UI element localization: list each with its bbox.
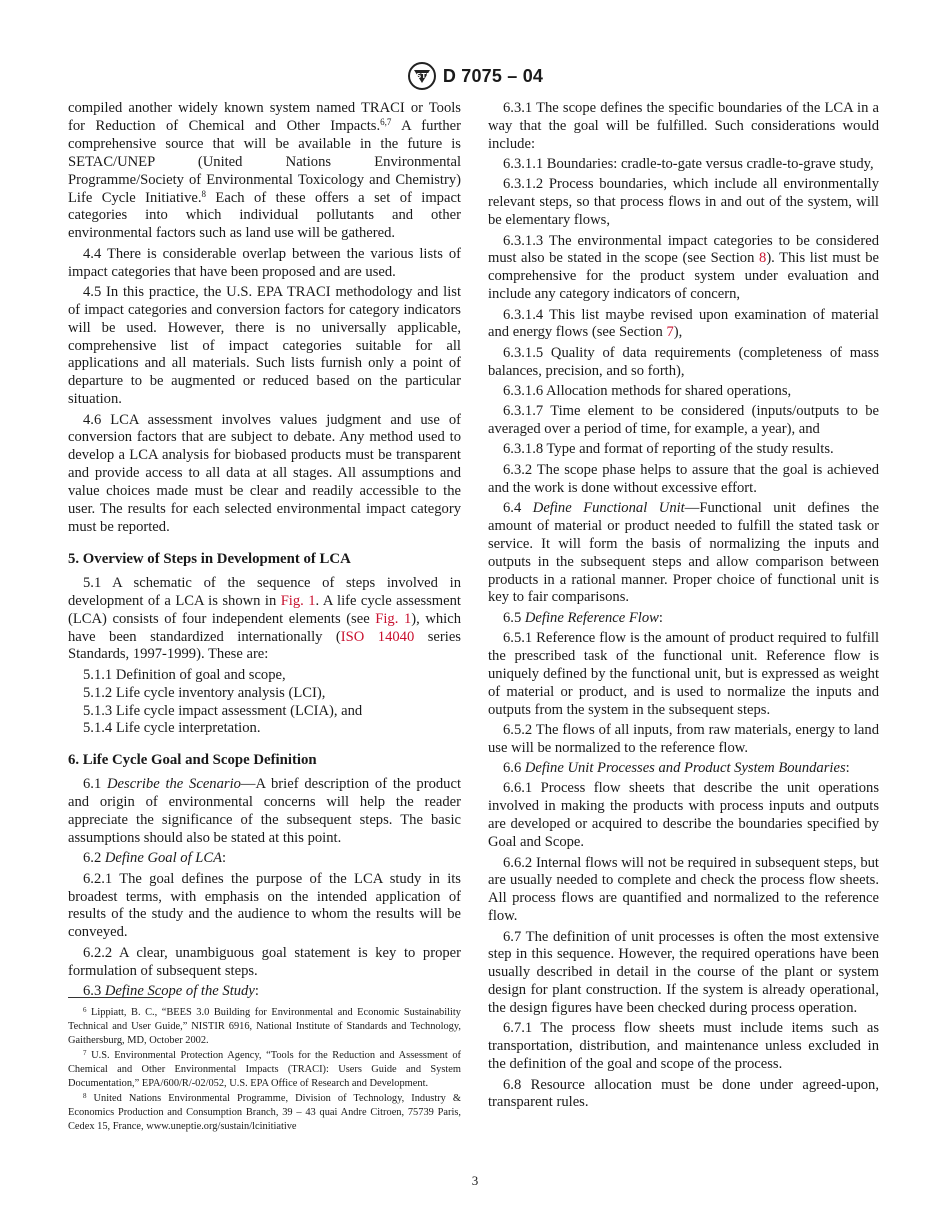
list-item-5-1-2: 5.1.2 Life cycle inventory analysis (LCI), [83, 684, 326, 701]
section-7-link[interactable]: 7 [666, 324, 674, 341]
astm-logo-icon [407, 61, 437, 91]
paragraph-6-6: 6.6 Define Unit Processes and Product System Boundaries: [503, 760, 850, 777]
paragraph-6-8: 6.8 Resource allocation must be done under agreed-upon, transparent rules. [488, 1076, 879, 1111]
paragraph-6-5: 6.5 Define Reference Flow: [503, 609, 663, 626]
footnote-divider [68, 997, 163, 998]
footnote-ref-6-7[interactable]: 6,7 [380, 116, 392, 127]
paragraph-6-3-1-2: 6.3.1.2 Process boundaries, which include all environmentally relevant steps, so that process flows in and out of the system, will be elementary flows, [488, 176, 879, 229]
paragraph-6-3-1-3: 6.3.1.3 The environmental impact categories to be considered must also be stated in the scope (see Section 8). This list must be comprehensive for the product system under evaluation and include any category indicators of concern, [488, 232, 879, 303]
paragraph-6-3-1-6: 6.3.1.6 Allocation methods for shared operations, [503, 382, 792, 399]
paragraph-6-5-1: 6.5.1 Reference flow is the amount of product required to fulfill the prescribed task of the functional unit. Reference flow is uniquely defined by the functional unit, but is expressed as weight of material or product, and is used to normalize the inputs and outputs from the system in the subsequent steps. [488, 630, 879, 718]
paragraph-4-6: 4.6 LCA assessment involves values judgment and use of conversion factors that are subject to debate. Any method used to develop a LCA analysis for biobased products must be transparent and provide access to all data at all stages. All assumptions and value choices made must be clear and readily accessible to the user. The results for each selected environmental impact category must be reported. [68, 411, 461, 536]
right-column [488, 100, 879, 1115]
paragraph-5-1: 5.1 A schematic of the sequence of steps involved in development of a LCA is shown in Fig. 1. A life cycle assessment (LCA) consists of four independent elements (see Fig. 1), which have been standardized internationally (ISO 14040 series Standards, 1997-1999). These are: [68, 574, 461, 663]
footnote-7: $^7$ U.S. Environmental Protection Agency, “Tools for the Reduction and Assessment of Chemical and Other Environmental Impacts (TRACI): Users Guide and System Documentation,” EPA/600/R/-02/052, U.S. EPA Office of Research and Development. [68, 1049, 461, 1089]
iso-14040-link[interactable]: ISO 14040 [340, 628, 415, 645]
list-item-5-1-4: 5.1.4 Life cycle interpretation. [83, 720, 261, 737]
paragraph-6-2: 6.2 Define Goal of LCA: [83, 850, 227, 867]
paragraph-6-6-2: 6.6.2 Internal flows will not be required in subsequent steps, but are usually needed to complete and check the process flow sheets. All process flows are quantified and normalized to the reference flow. [488, 854, 879, 925]
fig-1-link[interactable]: Fig. 1 [280, 592, 316, 609]
paragraph-4-4: 4.4 There is considerable overlap between the various lists of impact categories that have been proposed and are used. [68, 245, 461, 280]
list-item-5-1-3: 5.1.3 Life cycle impact assessment (LCIA), and [83, 702, 363, 719]
paragraph-6-3-1-4: 6.3.1.4 This list maybe revised upon examination of material and energy flows (see Section 7), [488, 306, 879, 341]
paragraph-6-3-2: 6.3.2 The scope phase helps to assure that the goal is achieved and the work is done without excessive effort. [488, 461, 879, 496]
footnote-8: $^8$ United Nations Environmental Programme, Division of Technology, Industry & Economics Production and Consumption Branch, 39 – 43 quai Andre Citroen, 75739 Paris, Cedex 15, France, www.uneptie.org/sustain/lcinitiative [68, 1092, 461, 1132]
paragraph-6-5-2: 6.5.2 The flows of all inputs, from raw materials, energy to land use will be normalized to the reference flow. [488, 721, 879, 756]
paragraph-6-2-1: 6.2.1 The goal defines the purpose of the LCA study in its broadest terms, with emphasis on the intended application of results of the study and the audience to whom the results will be conveyed. [68, 870, 461, 941]
paragraph-6-6-1: 6.6.1 Process flow sheets that describe the unit operations involved in making the products with process inputs and outputs are developed or acquired to describe the boundaries specified by Goal and Scope. [488, 780, 879, 851]
paragraph-6-4: 6.4 Define Functional Unit—Functional unit defines the amount of material or product needed to fulfill the stated task or service. It will form the basis of normalizing the inputs and outputs in the subsequent steps and allow comparison between products in a rational manner. Proper choice of functional unit is key to fair comparisons. [488, 499, 880, 606]
svg-text:ASTM: ASTM [410, 72, 433, 80]
paragraph-6-7: 6.7 The definition of unit processes is often the most extensive step in this sequence. However, the required operations have been usually described in detail in the course of the plant or system design for plant construction. If the system is already operational, the design figures have been checked during process operation. [488, 928, 879, 1017]
paragraph-6-3-1-1: 6.3.1.1 Boundaries: cradle-to-gate versus cradle-to-grave study, [503, 156, 874, 173]
paragraph-6-3-1-7: 6.3.1.7 Time element to be considered (inputs/outputs to be averaged over a period of time, for example, a year), and [488, 403, 879, 438]
footnote-ref-8[interactable]: 8 [201, 188, 207, 199]
page-header [0, 60, 950, 92]
standard-designation: D 7075 – 04 [442, 65, 544, 86]
footnotes [68, 1006, 461, 1135]
paragraph-6-7-1: 6.7.1 The process flow sheets must include items such as transportation, distribution, and maintenance unless excluded in the definition of the goal and scope of the process. [488, 1020, 879, 1073]
fig-1-link-2[interactable]: Fig. 1 [375, 610, 412, 627]
section-6-heading: 6. Life Cycle Goal and Scope Definition [68, 752, 317, 769]
paragraph-6-3-1-8: 6.3.1.8 Type and format of reporting of the study results. [503, 441, 834, 458]
section-5-heading: 5. Overview of Steps in Development of LCA [68, 550, 351, 567]
paragraph-6-1: 6.1 Describe the Scenario—A brief description of the product and origin of environmental concerns will help the reader appreciate the significance of the subsequent steps. The basic assumptions should also be stated at this point. [68, 776, 462, 846]
paragraph-6-3-1: 6.3.1 The scope defines the specific boundaries of the LCA in a way that the goal will be fulfilled. Such considerations would include: [488, 100, 879, 152]
left-column [68, 100, 461, 1003]
section-8-link[interactable]: 8 [759, 250, 767, 267]
paragraph-6-2-2: 6.2.2 A clear, unambiguous goal statement is key to proper formulation of subsequent steps. [68, 944, 461, 979]
paragraph-traci: compiled another widely known system named TRACI or Tools for Reduction of Chemical and Other Impacts.$^{6,7}$ A further comprehensive source that will be available in the future is SETAC/UNEP (United Nations Environmental Programme/Society of Environmental Toxicology and Chemistry) Life Cycle Initiative.$^8$ Each of these offers a set of impact categories into which individual pollutants and other environmental factors such as land use will be gathered. [68, 100, 461, 242]
page-number: 3 [471, 1173, 479, 1188]
paragraph-4-5: 4.5 In this practice, the U.S. EPA TRACI methodology and list of impact categories and conversion factors for category indicators will be used. However, there is no universally applicable, comprehensive list of impact categories suitable for all applications and all materials. Such lists furnish only a point of departure to be augmented or reduced based on the particular situation. [68, 283, 461, 408]
footnote-6: $^6$ Lippiatt, B. C., “BEES 3.0 Building for Environmental and Economic Sustainability Technical and User Guide,” NISTIR 6916, National Institute of Standards and Technology, Gaithersburg, MD, October 2002. [68, 1006, 461, 1046]
paragraph-6-3-1-5: 6.3.1.5 Quality of data requirements (completeness of mass balances, precision, and so forth), [488, 344, 879, 379]
paragraph-6-3: 6.3 Define Scope of the Study: [83, 982, 259, 999]
list-item-5-1-1: 5.1.1 Definition of goal and scope, [83, 666, 286, 683]
